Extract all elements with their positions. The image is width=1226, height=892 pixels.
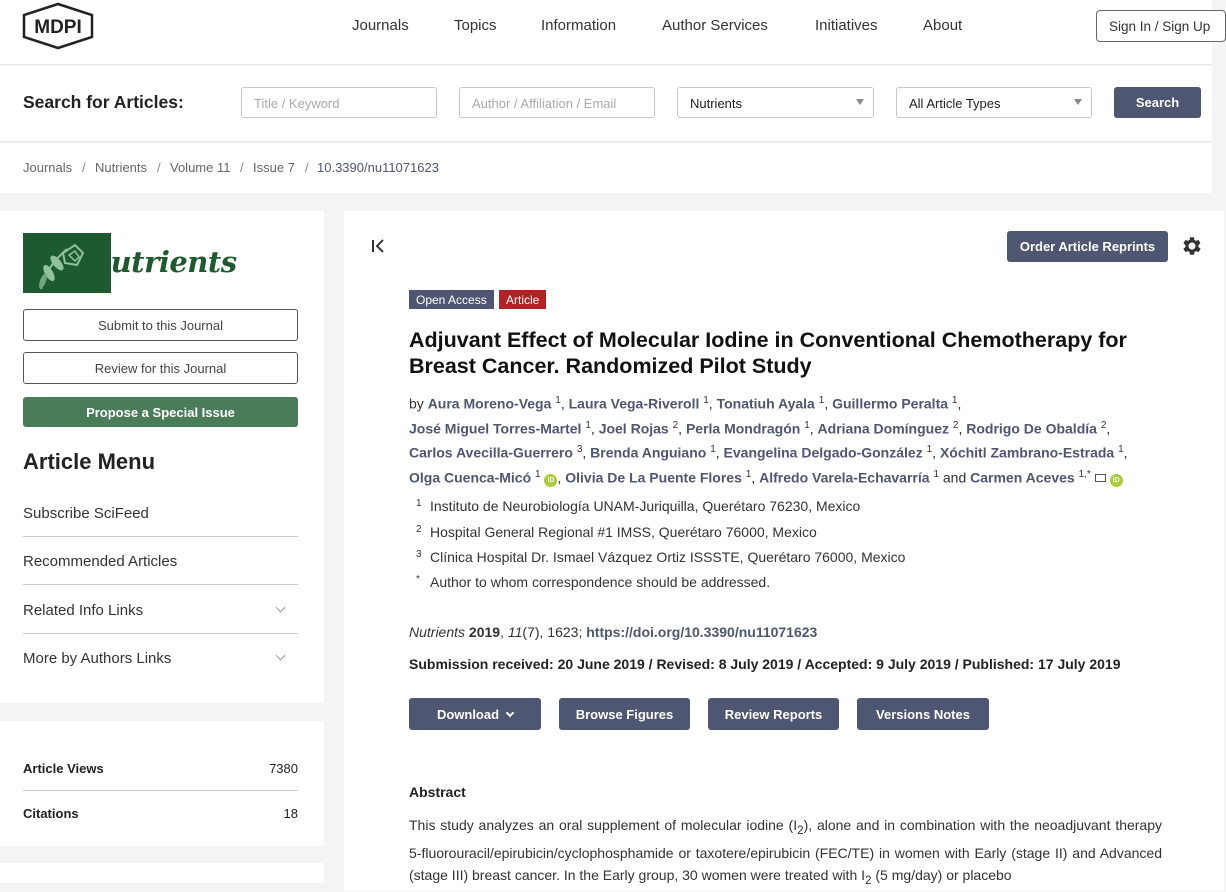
breadcrumb-issue[interactable]: Issue 7 (253, 160, 295, 175)
affiliation-text: Hospital General Regional #1 IMSS, Querétaro 76000, Mexico (430, 524, 817, 540)
abstract-heading: Abstract (409, 784, 466, 800)
abstract-line: This study analyzes an oral supplement of molecular iodine (I (409, 817, 798, 833)
author-affiliation-number: 2 (1100, 419, 1107, 431)
doi-link[interactable]: https://doi.org/10.3390/nu11071623 (586, 624, 818, 640)
article-type-value: All Article Types (909, 96, 1001, 111)
citations-label: Citations (23, 806, 79, 821)
nav-initiatives[interactable]: Initiatives (815, 17, 878, 34)
browse-figures-button[interactable]: Browse Figures (559, 698, 690, 730)
sidebar-journal-panel (0, 211, 324, 703)
article-type-badge: Article (499, 290, 546, 309)
search-label: Search for Articles: (23, 92, 184, 112)
affiliation-number: 3 (416, 549, 422, 560)
affiliation-number: 1 (416, 498, 422, 509)
menu-item-recommended-articles[interactable] (23, 553, 298, 570)
article-views-label: Article Views (23, 761, 104, 776)
divider (23, 536, 298, 537)
author-name[interactable]: José Miguel Torres-Martel (409, 420, 582, 437)
abstract-line: (5 mg/day) or placebo (871, 866, 1012, 883)
sign-in-button[interactable]: Sign In / Sign Up (1096, 10, 1226, 42)
author-affiliation-number: 1 (804, 419, 810, 431)
top-navigation (0, 0, 1212, 65)
article-metrics-panel (0, 721, 324, 846)
author-affiliation-number: 1 (703, 395, 709, 406)
affiliation-item (409, 549, 1109, 565)
sidebar-panel (0, 863, 324, 883)
citation-year: 2019 (468, 624, 501, 640)
chevron-down-icon (1074, 99, 1082, 105)
author-affiliation-number: 1 (585, 419, 591, 431)
menu-item-more-by-authors[interactable] (23, 650, 298, 667)
breadcrumb (0, 143, 1212, 193)
author-affiliation-number: 1 (951, 395, 958, 406)
author-name[interactable]: Olga Cuenca-Micó (409, 469, 532, 486)
author-name[interactable]: Alfredo Varela-Echavarría (759, 469, 930, 486)
author-affiliation-number: 1 (1118, 444, 1124, 456)
breadcrumb-separator: / (82, 160, 86, 175)
nav-information[interactable]: Information (541, 17, 617, 34)
author-affiliation-number: 1 (555, 395, 561, 406)
citation-issue-pages: (7), 1623; (522, 624, 587, 640)
menu-item-label: Related Info Links (23, 602, 144, 619)
orcid-icon[interactable]: iD (544, 474, 557, 487)
download-button[interactable] (409, 698, 541, 730)
download-label: Download (436, 707, 500, 722)
article-title: Adjuvant Effect of Molecular Iodine in Conventional Chemotherapy for Breast Cancer. Randomized Pilot Study (409, 328, 1127, 378)
author-affiliation-number: 1 (535, 468, 541, 480)
affiliation-item (409, 574, 1109, 590)
author-name[interactable]: Joel Rojas (598, 420, 669, 437)
author-name[interactable]: Adriana Domínguez (817, 420, 950, 437)
affiliation-text: Author to whom correspondence should be addressed. (430, 574, 771, 590)
author-name[interactable]: Aura Moreno-Vega (427, 395, 552, 412)
journal-name[interactable]: nutrients (90, 245, 237, 279)
citation-line: Nutrients 2019, 11(7), 1623; https://doi.org/10.3390/nu11071623 (409, 624, 818, 640)
citation-journal: Nutrients (409, 624, 466, 640)
author-name[interactable]: Rodrigo De Obaldía (966, 420, 1097, 437)
mdpi-logo[interactable] (22, 3, 94, 49)
author-affiliation-number: 2 (952, 419, 959, 431)
subscript: 2 (865, 873, 872, 887)
abstract-line: ), alone and in combination with the neoadjuvant (803, 817, 1111, 833)
author-name[interactable]: Laura Vega-Riveroll (568, 395, 700, 412)
breadcrumb-separator: / (305, 160, 309, 175)
review-reports-button[interactable]: Review Reports (708, 698, 839, 730)
nav-topics[interactable]: Topics (454, 17, 497, 34)
author-list: by Aura Moreno-Vega $^1$, Laura Vega-Riveroll $^1$, Tonatiuh Ayala $^1$, Guillermo Peralta $^1$, José Miguel Torres-Martel $^1$, Joel Rojas $^2$, Perla Mondragón $^1$, Adriana Domínguez $^2$, Rodrigo De Obaldía $^2$, Carlos Avecilla-Guerrero $^3$, Brenda Anguiano $^1$, Evangelina Delgado-González $^1$, Xóchitl Zambrano-Estrada $^1$, Olga Cuenca-Micó $^1$ iD , Olivia De La Puente Flores $^1$, Alfredo Varela-Echavarría $^1$ and Carmen Aceves $^{1,*}$ iD (409, 395, 1128, 486)
order-reprints-button[interactable]: Order Article Reprints (1007, 231, 1168, 262)
search-button[interactable]: Search (1114, 87, 1201, 118)
author-name[interactable]: Evangelina Delgado-González (723, 444, 923, 461)
review-for-journal-button[interactable]: Review for this Journal (23, 352, 298, 384)
author-name[interactable]: Tonatiuh Ayala (716, 395, 815, 412)
orcid-icon[interactable]: iD (1110, 474, 1123, 487)
breadcrumb-volume[interactable]: Volume 11 (170, 160, 231, 175)
menu-item-subscribe-scifeed[interactable] (23, 505, 298, 522)
author-input[interactable]: Author / Affiliation / Email (459, 87, 655, 118)
chevron-down-icon (276, 603, 286, 613)
menu-item-label: Recommended Articles (23, 553, 178, 570)
and-label: and (942, 469, 967, 486)
breadcrumb-separator: / (157, 160, 161, 175)
divider (23, 633, 298, 634)
divider (23, 790, 298, 791)
author-name[interactable]: Xóchitl Zambrano-Estrada (939, 444, 1115, 461)
article-content (344, 211, 1224, 891)
keyword-input[interactable]: Title / Keyword (241, 87, 437, 118)
nav-journals[interactable]: Journals (352, 17, 409, 34)
breadcrumb-separator: / (240, 160, 244, 175)
journal-select[interactable] (677, 87, 874, 118)
versions-notes-button[interactable]: Versions Notes (857, 698, 989, 730)
publication-dates: Submission received: 20 June 2019 / Revised: 8 July 2019 / Accepted: 9 July 2019 / Published: 17 July 2019 (409, 656, 1121, 672)
affiliation-number: 2 (416, 524, 422, 535)
author-affiliation-number: 1 (710, 444, 716, 456)
nav-author-services[interactable]: Author Services (662, 17, 768, 34)
affiliation-item (409, 524, 1109, 540)
abstract-text (409, 814, 1162, 892)
author-affiliation-number: 2 (672, 419, 679, 431)
author-affiliation-number: 1 (745, 468, 752, 480)
collapse-sidebar-icon[interactable] (371, 238, 387, 254)
author-name[interactable]: Brenda Anguiano (590, 444, 707, 461)
abstract-line: therapy 5-fluorouracil/epirubicin/cyclophosphamide or taxotere/epirubicin (FEC/TE) in women with Early (stage II) (409, 817, 1163, 861)
journal-select-value: Nutrients (690, 96, 743, 111)
article-type-select[interactable] (896, 87, 1092, 118)
subscript: 2 (797, 823, 804, 837)
article-views-value: 7380 (269, 761, 298, 776)
chevron-down-icon (506, 709, 514, 717)
author-name[interactable]: Guillermo Peralta (832, 395, 949, 412)
author-name[interactable]: Carlos Avecilla-Guerrero (409, 444, 573, 461)
gear-icon[interactable] (1180, 234, 1204, 258)
author-affiliation-number: 3 (576, 444, 583, 456)
author-name[interactable]: Carmen Aceves (970, 469, 1075, 486)
affiliation-text: Clínica Hospital Dr. Ismael Vázquez Ortiz ISSSTE, Querétaro 76000, Mexico (430, 549, 906, 565)
affiliation-item (409, 498, 1109, 514)
menu-item-label: More by Authors Links (23, 650, 172, 667)
submit-to-journal-button[interactable]: Submit to this Journal (23, 309, 298, 341)
svg-text:MDPI: MDPI (34, 17, 82, 38)
divider (23, 584, 298, 585)
author-affiliation-number: 1 (933, 468, 939, 480)
author-affiliation-number: 1,* (1078, 468, 1091, 480)
abstract-line: and Advanced (stage III) breast cancer. In the Early group, 30 women were treated with I (409, 844, 1162, 883)
menu-item-related-info-links[interactable] (23, 602, 298, 619)
author-name[interactable]: Perla Mondragón (685, 420, 801, 437)
affiliation-text: Instituto de Neurobiología UNAM-Juriquilla, Querétaro 76230, Mexico (430, 498, 861, 514)
email-icon[interactable] (1095, 474, 1106, 482)
breadcrumb-nutrients[interactable]: Nutrients (95, 160, 148, 175)
citations-value: 18 (283, 806, 298, 821)
nav-about[interactable]: About (923, 17, 963, 34)
open-access-badge: Open Access (409, 290, 494, 309)
citation-volume: 11 (507, 624, 523, 640)
author-affiliation-number: 1 (926, 444, 933, 456)
by-label: by (409, 395, 424, 412)
article-search-bar (0, 66, 1212, 142)
chevron-down-icon (856, 99, 864, 105)
author-affiliation-number: 1 (818, 395, 825, 406)
propose-special-issue-button[interactable]: Propose a Special Issue (23, 397, 298, 427)
affiliation-number: * (416, 574, 420, 585)
chevron-down-icon (276, 651, 286, 661)
article-menu-title: Article Menu (23, 449, 156, 474)
breadcrumb-doi: 10.3390/nu11071623 (317, 160, 439, 175)
breadcrumb-journals[interactable]: Journals (23, 160, 73, 175)
author-name[interactable]: Olivia De La Puente Flores (565, 469, 742, 486)
menu-item-label: Subscribe SciFeed (23, 505, 149, 522)
